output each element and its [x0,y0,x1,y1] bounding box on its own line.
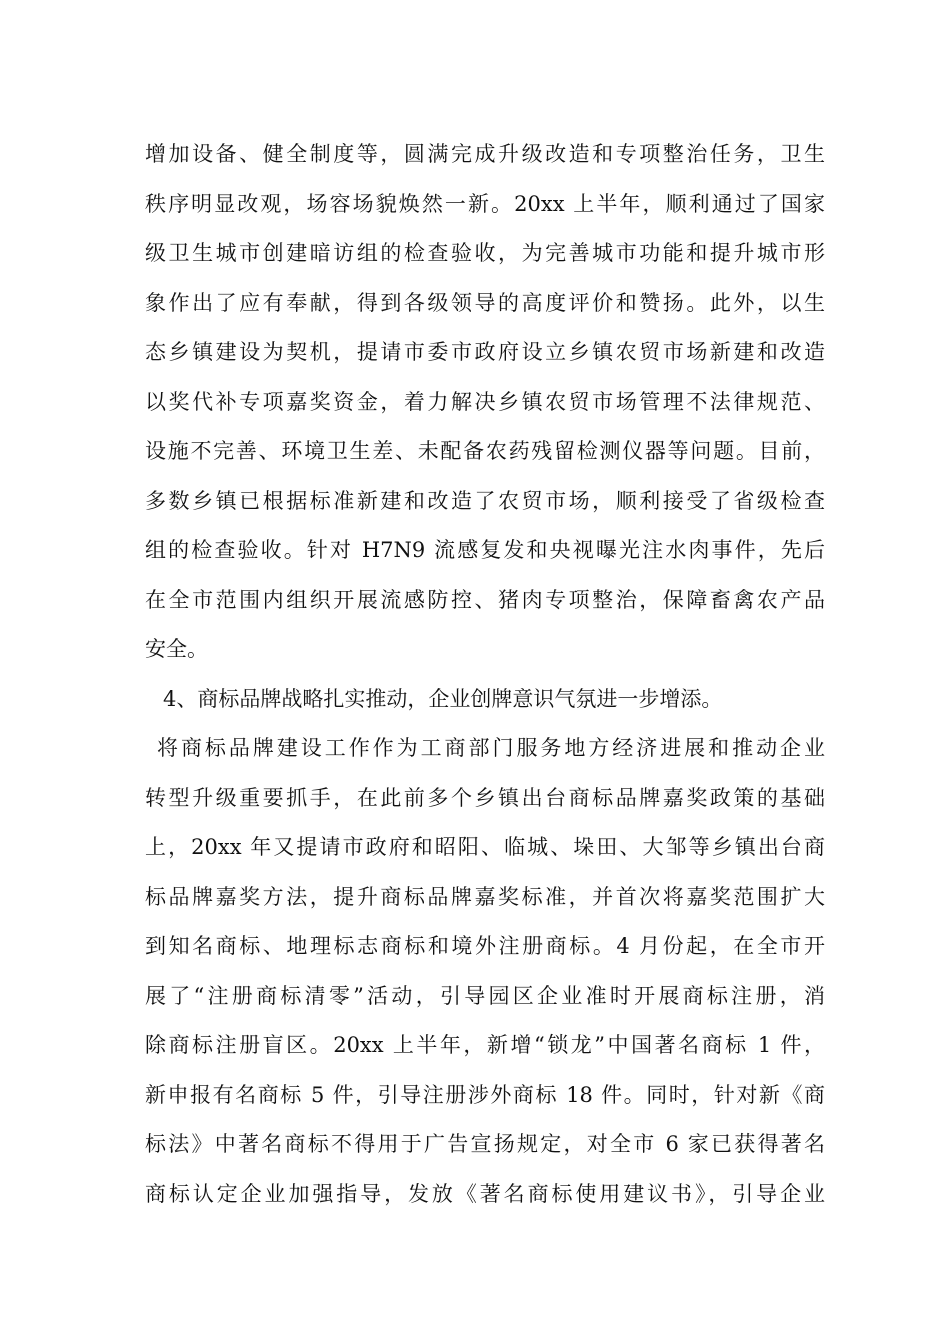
document-body [145,130,825,1219]
text-line: 在全市范围内组织开展流感防控、猪肉专项整治，保障畜禽农产品 [145,587,825,612]
text-line: 秩序明显改观，场容场貌焕然一新。20xx 上半年，顺利通过了国家 [145,191,825,216]
text-line: 标品牌嘉奖方法，提升商标品牌嘉奖标准，并首次将嘉奖范围扩大 [145,884,825,909]
text-line: 除商标注册盲区。20xx 上半年，新增“锁龙”中国著名商标 1 件， [145,1033,825,1057]
text-line: 标法》中著名商标不得用于广告宣扬规定，对全市 6 家已获得著名 [145,1132,825,1156]
text-line: 态乡镇建设为契机，提请市委市政府设立乡镇农贸市场新建和改造 [145,340,825,364]
text-line: 组的检查验收。针对 H7N9 流感复发和央视曝光注水肉事件，先后 [145,538,825,562]
text-line: 安全。 [145,637,208,661]
text-line: 将商标品牌建设工作作为工商部门服务地方经济进展和推动企业 [157,736,825,760]
section-heading: 4、商标品牌战略扎实推动，企业创牌意识气氛进一步增添。 [163,686,723,711]
text-line: 转型升级重要抓手，在此前多个乡镇出台商标品牌嘉奖政策的基础 [145,785,825,810]
text-line: 象作出了应有奉献，得到各级领导的高度评价和赞扬。此外，以生 [145,290,825,315]
text-line: 商标认定企业加强指导，发放《著名商标使用建议书》，引导企业 [145,1181,825,1206]
text-line: 增加设备、健全制度等，圆满完成升级改造和专项整治任务，卫生 [145,142,825,166]
text-line: 级卫生城市创建暗访组的检查验收，为完善城市功能和提升城市形 [145,241,825,265]
text-line: 上，20xx 年又提请市政府和昭阳、临城、垛田、大邹等乡镇出台商 [145,835,825,859]
text-line: 到知名商标、地理标志商标和境外注册商标。4 月份起，在全市开 [145,934,825,958]
text-line: 多数乡镇已根据标准新建和改造了农贸市场，顺利接受了省级检查 [145,488,825,513]
text-line: 设施不完善、环境卫生差、未配备农药残留检测仪器等问题。目前， [145,439,825,463]
text-line: 以奖代补专项嘉奖资金，着力解决乡镇农贸市场管理不法律规范、 [145,389,825,414]
text-line: 新申报有名商标 5 件，引导注册涉外商标 18 件。同时，针对新《商 [145,1082,825,1107]
text-line: 展了“注册商标清零”活动，引导园区企业准时开展商标注册，消 [145,983,825,1008]
